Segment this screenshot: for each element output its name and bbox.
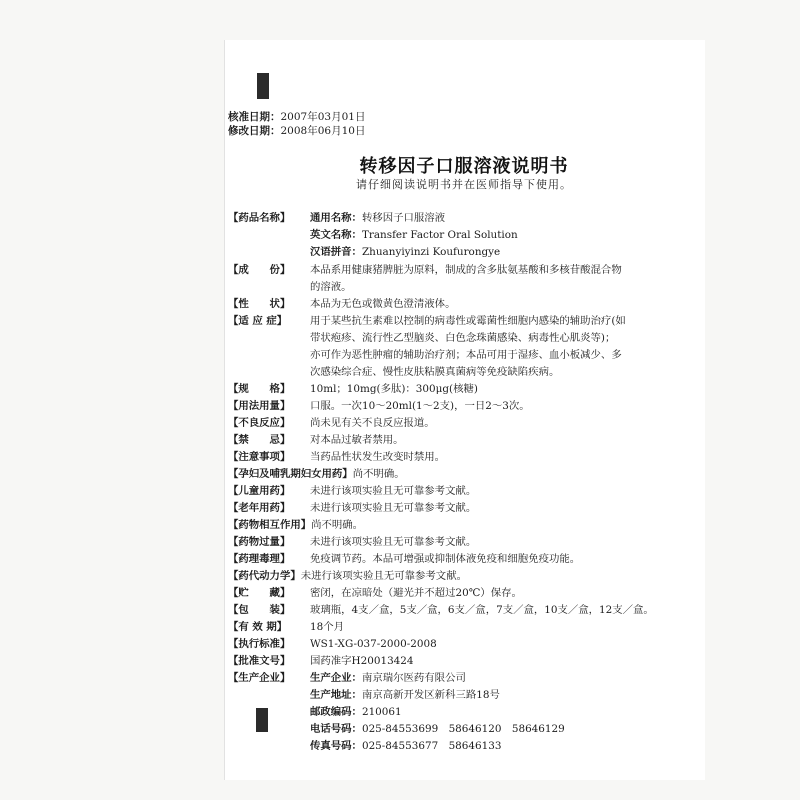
section-pharmacokinetics [228,568,638,585]
approval-date-label: 核准日期： [228,111,281,123]
fax-key: 传真号码： [310,740,362,752]
section-contraindications [228,432,638,449]
postcode-key: 邮政编码： [310,706,362,718]
indications-line: 带状疱疹、流行性乙型脑炎、白色念珠菌感染、病毒性心肌炎等)； [310,332,616,344]
revision-date-label: 修改日期： [228,125,281,137]
section-indications [228,313,638,378]
section-label: 【不良反应】 [228,417,291,429]
section-label: 【药品名称】 [228,212,291,224]
section-manufacturer [228,670,638,752]
pharmacokinetics-value: 未进行该项实验且无可靠参考文献。 [300,570,467,582]
phone-value: 025-84553699 58646120 58646129 [361,723,565,735]
fax-value: 025-84553677 58646133 [361,740,502,752]
section-adverse-reactions [228,415,638,432]
registration-mark-bottom [256,708,268,732]
section-pregnancy [228,466,638,483]
section-drug-name [228,210,638,258]
section-appearance [228,296,638,313]
section-storage [228,585,638,602]
adverse-value: 尚未见有关不良反应报道。 [310,417,435,429]
indications-line: 用于某些抗生素难以控制的病毒性或霉菌性细胞内感染的辅助治疗(如 [310,315,626,327]
section-specification [228,381,638,398]
appearance-value: 本品为无色或微黄色澄清液体。 [310,298,456,310]
section-label: 【药物相互作用】 [228,519,312,531]
pinyin-key: 汉语拼音： [310,246,362,258]
section-composition [228,262,638,293]
section-label: 【注意事项】 [228,451,291,463]
approval-date-line [228,110,365,124]
section-precautions [228,449,638,466]
section-approval-number [228,653,638,670]
packaging-value: 玻璃瓶，4支／盒，5支／盒，6支／盒，7支／盒，10支／盒，12支／盒。 [310,604,654,616]
section-label: 【用法用量】 [228,400,291,412]
dosage-value: 口服。一次10～20ml(1～2支)，一日2～3次。 [310,400,530,412]
section-interactions [228,517,638,534]
section-packaging [228,602,654,619]
specification-value: 10ml；10mg(多肽)：300μg(核糖) [310,383,478,395]
section-label: 【执行标准】 [228,638,291,650]
section-label: 【性 状】 [228,298,291,310]
section-overdose [228,534,638,551]
section-label: 【成 份】 [228,264,291,276]
section-label: 【老年用药】 [228,502,291,514]
children-value: 未进行该项实验且无可靠参考文献。 [310,485,477,497]
section-dosage [228,398,638,415]
revision-date-value: 2008年06月10日 [280,125,366,137]
document-subtitle: 请仔细阅读说明书并在医师指导下使用。 [356,178,572,191]
manufacturer-name-key: 生产企业： [310,672,362,684]
section-children [228,483,638,500]
manufacturer-address-value: 南京高新开发区新科三路18号 [361,689,500,701]
storage-value: 密闭，在凉暗处（避光并不超过20℃）保存。 [310,587,522,599]
section-label: 【孕妇及哺乳期妇女用药】 [228,468,353,480]
section-label: 【儿童用药】 [228,485,291,497]
composition-line: 本品系用健康猪脾脏为原料，制成的含多肽氨基酸和多核苷酸混合物 [310,264,622,276]
composition-line: 的溶液。 [310,281,352,293]
section-label: 【药物过量】 [228,536,291,548]
english-name-value: Transfer Factor Oral Solution [361,229,518,241]
revision-date-line [228,124,365,138]
section-elderly [228,500,638,517]
interactions-value: 尚不明确。 [311,519,364,531]
indications-line: 亦可作为恶性肿瘤的辅助治疗剂；本品可用于湿疹、血小板减少、多 [310,349,622,361]
section-label: 【药理毒理】 [228,553,291,565]
standard-value: WS1-XG-037-2000-2008 [310,638,437,650]
phone-key: 电话号码： [310,723,362,735]
registration-mark-top [257,73,269,99]
generic-name-value: 转移因子口服溶液 [361,212,446,224]
section-label: 【生产企业】 [228,672,291,684]
section-standard [228,636,638,653]
section-label: 【禁 忌】 [228,434,291,446]
validity-value: 18个月 [310,621,345,633]
section-label: 【规 格】 [228,383,291,395]
section-label: 【包 装】 [228,604,291,616]
manufacturer-address-key: 生产地址： [310,689,362,701]
approval-number-value: 国药准字H20013424 [310,655,414,667]
section-validity [228,619,638,636]
generic-name-key: 通用名称： [310,212,362,224]
approval-date-value: 2007年03月01日 [280,111,366,123]
precautions-value: 当药品性状发生改变时禁用。 [310,451,446,463]
contraindications-value: 对本品过敏者禁用。 [310,434,404,446]
section-pharmacology [228,551,638,568]
document-title: 转移因子口服溶液说明书 [359,156,569,177]
section-label: 【有 效 期】 [228,621,288,633]
section-label: 【药代动力学】 [228,570,301,582]
postcode-value: 210061 [361,706,402,718]
english-name-key: 英文名称： [310,229,362,241]
manufacturer-name-value: 南京瑞尔医药有限公司 [361,672,466,684]
pinyin-value: Zhuanyiyinzi Koufurongye [361,246,501,258]
section-label: 【适 应 症】 [228,315,288,327]
elderly-value: 未进行该项实验且无可靠参考文献。 [310,502,477,514]
indications-line: 次感染综合症、慢性皮肤粘膜真菌病等免疫缺陷疾病。 [310,366,560,378]
pregnancy-value: 尚不明确。 [352,468,405,480]
pharmacology-value: 免疫调节药。本品可增强或抑制体液免疫和细胞免疫功能。 [310,553,581,565]
section-label: 【批准文号】 [228,655,291,667]
section-label: 【贮 藏】 [228,587,291,599]
overdose-value: 未进行该项实验且无可靠参考文献。 [310,536,477,548]
